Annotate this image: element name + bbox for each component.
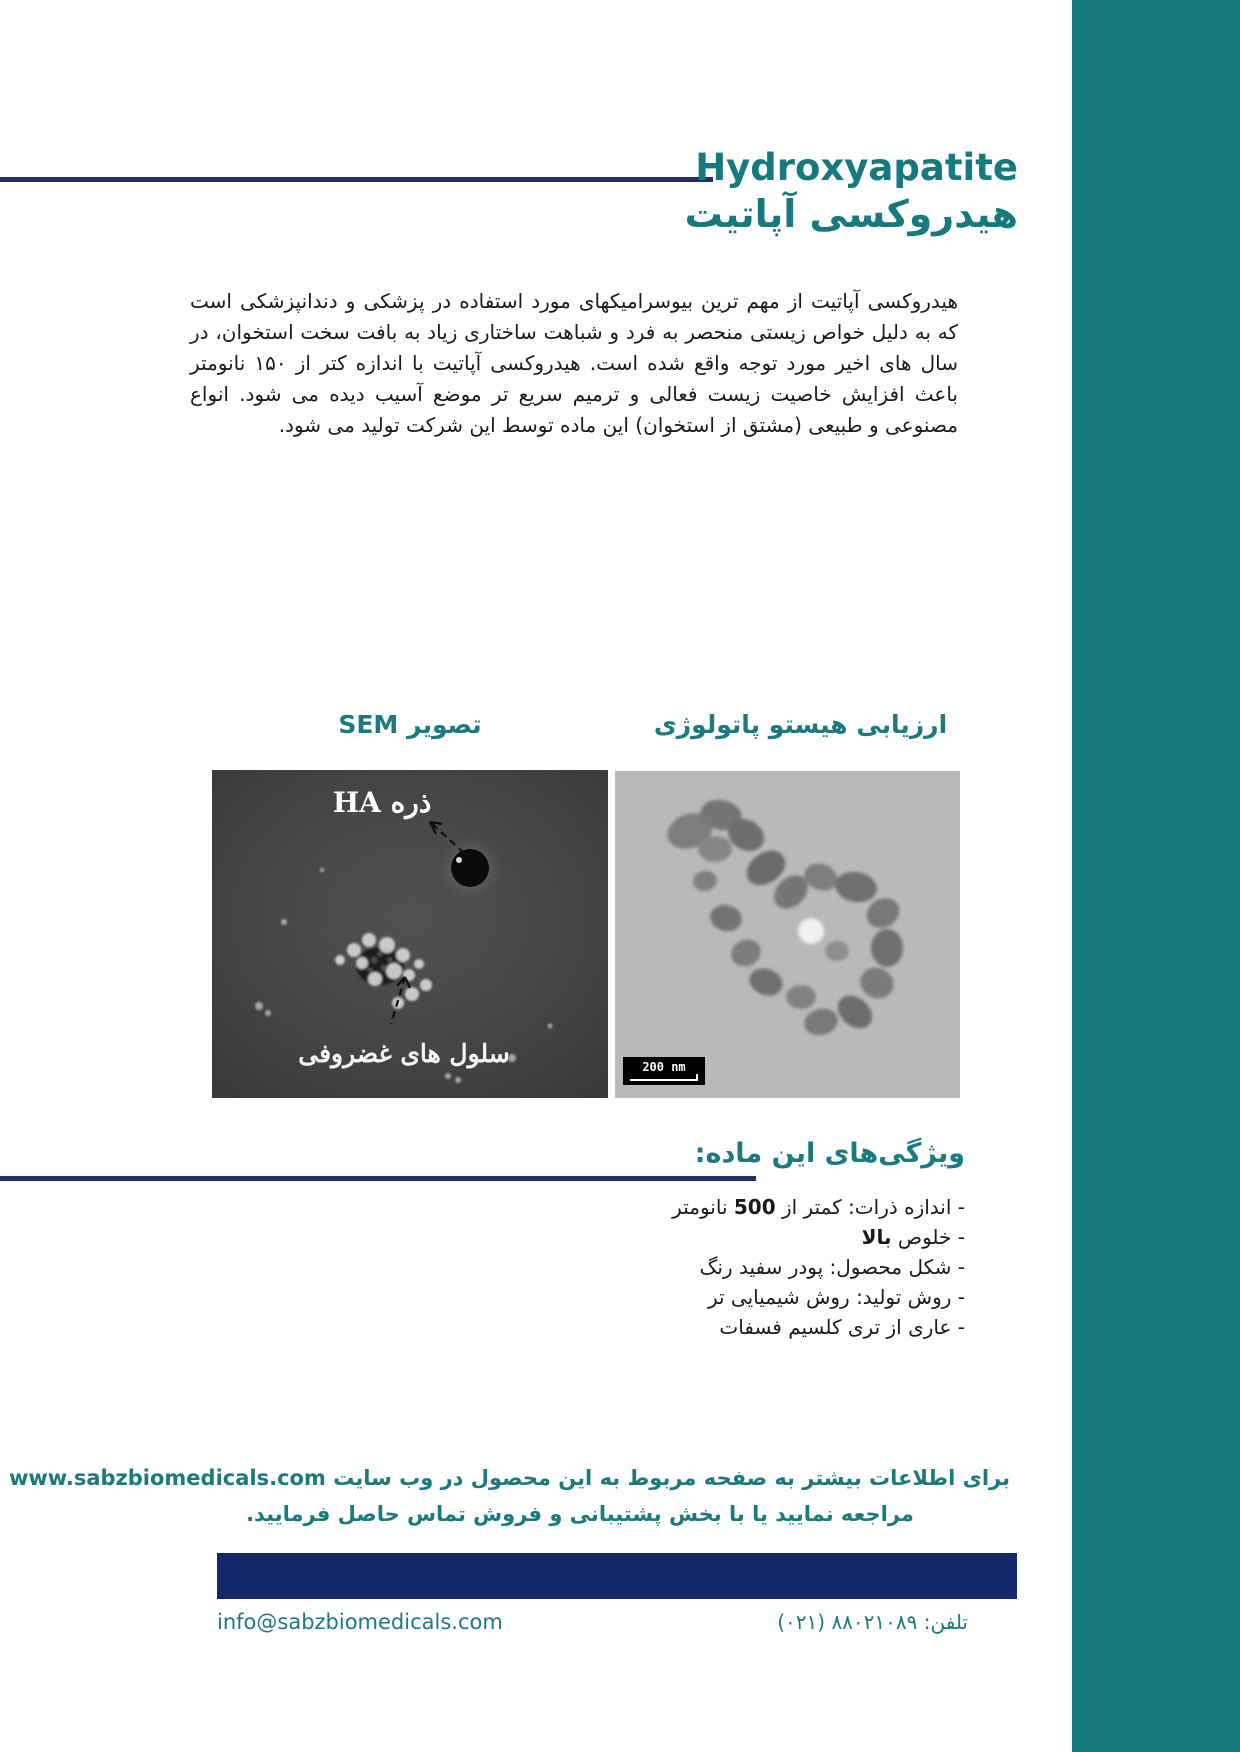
- cartilage-cells-label: سلول های غضروفی: [298, 1039, 510, 1068]
- footer-note-line2: مراجعه نمایید یا با بخش پشتیبانی و فروش تماس حاصل فرمایید.: [246, 1502, 914, 1526]
- features-heading: ویژگی‌های این ماده:: [694, 1138, 965, 1169]
- header-rule: [0, 177, 713, 182]
- scale-bar: [623, 1057, 705, 1085]
- phone-number: تلفن: ۸۸۰۲۱۰۸۹ (۰۲۱): [777, 1610, 968, 1634]
- footer-note-text: برای اطلاعات بیشتر به صفحه مربوط به این محصول در وب سایت: [333, 1466, 1010, 1490]
- histology-image: [615, 771, 960, 1098]
- feature-value: بالا: [861, 1225, 892, 1249]
- scale-bar-label: 200 nm: [642, 1060, 686, 1074]
- footer-bar: [217, 1553, 1017, 1599]
- ha-particle-label: ذره HA: [332, 786, 432, 819]
- email-link[interactable]: info@sabzbiomedicals.com: [217, 1610, 503, 1634]
- feature-item-product-form: [672, 1252, 965, 1282]
- feature-value: 500: [733, 1195, 776, 1219]
- feature-item-purity: [672, 1222, 965, 1252]
- page-title-en: Hydroxyapatite: [695, 146, 1018, 189]
- feature-item-production-method: [672, 1282, 965, 1312]
- feature-text: - شکل محصول: پودر سفید رنگ: [699, 1255, 965, 1279]
- website-link[interactable]: www.sabzbiomedicals.com: [9, 1466, 326, 1490]
- feature-item-particle-size: [672, 1192, 965, 1222]
- sem-figure-heading: تصویر SEM: [338, 710, 482, 739]
- feature-text: - روش تولید: روش شیمیایی تر: [707, 1285, 965, 1309]
- intro-paragraph: هیدروکسی آپاتیت از مهم ترین بیوسرامیکهای مورد استفاده در پزشکی و دندانپزشکی است که به دلیل خواص زیستی منحصر به فرد و شباهت ساختاری زیاد به بافت سخت استخوان، در سال های اخیر مورد توجه واقع شده است. هیدروکسی آپاتیت با اندازه کتر از ۱۵۰ نانومتر باعث افزایش خاصیت زیست فعالی و ترمیم سریع تر موضع آسیب دیده می شود. انواع مصنوعی و طبیعی (مشتق از استخوان) این ماده توسط این شرکت تولید می شود.: [190, 289, 959, 437]
- footer-note-line1: [9, 1466, 1010, 1490]
- feature-text: - اندازه ذرات: کمتر از: [775, 1195, 965, 1219]
- sidebar-accent-bar: [1072, 0, 1240, 1752]
- features-divider: [0, 1176, 756, 1181]
- feature-item-tcp-free: [672, 1312, 965, 1342]
- page-title-fa: هیدروکسی آپاتیت: [684, 192, 1018, 236]
- feature-text: - خلوص: [891, 1225, 965, 1249]
- feature-text: نانومتر: [672, 1195, 734, 1219]
- ha-particle: [451, 849, 489, 887]
- sem-image: [212, 770, 608, 1098]
- histology-figure-heading: ارزیابی هیستو پاتولوژی: [653, 710, 948, 739]
- feature-text: - عاری از تری کلسیم فسفات: [719, 1315, 965, 1339]
- particle-highlight: [456, 857, 462, 863]
- histology-grain-texture: [615, 771, 960, 1098]
- features-list: [672, 1192, 965, 1342]
